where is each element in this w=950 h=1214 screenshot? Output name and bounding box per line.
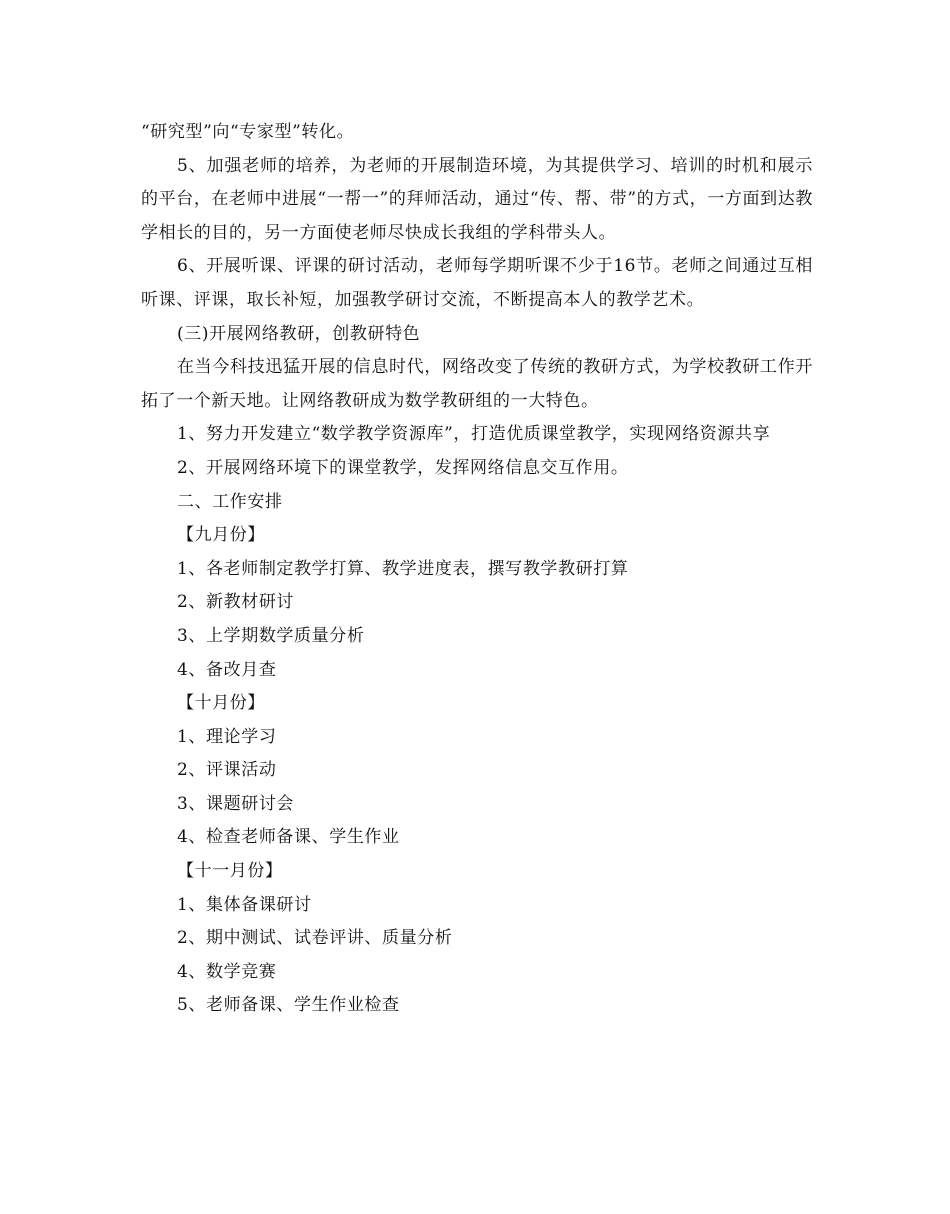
paragraph-continuation: “研究型”向“专家型”转化。 [141,122,355,142]
paragraph-item-6: 6、开展听课、评课的研讨活动，老师每学期听课不少于16节。老师之间通过互相听课、评课，取长补短，加强教学研讨交流，不断提高本人的教学艺术。 [141,256,813,310]
section-heading-network: (三)开展网络教研，创教研特色 [177,323,421,344]
paragraph-network-intro: 在当今科技迅猛开展的信息时代，网络改变了传统的教研方式，为学校教研工作开拓了一个新天地。让网络教研成为数学教研组的一大特色。 [141,357,813,411]
list-item: 4、检查老师备课、学生作业 [177,827,400,848]
month-heading-september: 【九月份】 [177,525,265,546]
paragraph-network-item-2: 2、开展网络环境下的课堂教学，发挥网络信息交互作用。 [177,457,629,478]
list-item: 1、各老师制定教学打算、教学进度表，撰写教学教研打算 [177,558,629,579]
list-item: 2、评课活动 [177,760,277,781]
list-item: 2、新教材研讨 [177,592,295,613]
document-body [141,116,813,1023]
section-heading-schedule: 二、工作安排 [177,491,283,512]
paragraph-item-5: 5、加强老师的培养，为老师的开展制造环境，为其提供学习、培训的时机和展示的平台，在老师中进展“一帮一”的拜师活动，通过“传、帮、带”的方式，一方面到达教学相长的目的，另一方面使老师尽快成长我组的学科带头人。 [141,155,813,243]
list-item: 3、上学期数学质量分析 [177,625,365,646]
list-item: 4、数学竞赛 [177,961,277,982]
list-item: 1、集体备课研讨 [177,894,312,915]
month-heading-october: 【十月份】 [177,693,265,714]
list-item: 1、理论学习 [177,726,277,747]
month-heading-november: 【十一月份】 [177,861,283,882]
list-item: 2、期中测试、试卷评讲、质量分析 [177,928,453,949]
list-item: 3、课题研讨会 [177,793,295,814]
list-item: 5、老师备课、学生作业检查 [177,995,400,1016]
list-item: 4、备改月查 [177,659,277,680]
paragraph-network-item-1: 1、努力开发建立“数学教学资源库”，打造优质课堂教学，实现网络资源共享 [177,424,771,445]
